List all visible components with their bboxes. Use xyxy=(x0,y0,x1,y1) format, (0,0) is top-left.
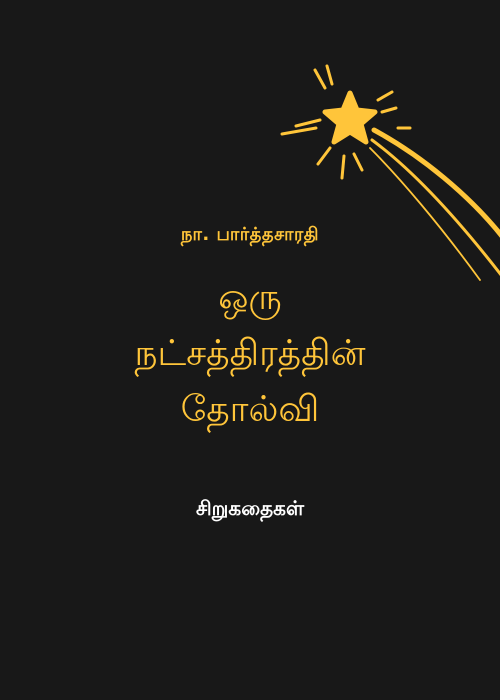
burst-ray xyxy=(318,148,330,164)
burst-ray xyxy=(382,108,396,112)
title-line: தோல்வி xyxy=(180,389,320,430)
burst-ray xyxy=(296,120,320,126)
burst-ray xyxy=(378,92,392,100)
burst-ray xyxy=(315,70,325,88)
title-line: ஒரு xyxy=(218,277,282,318)
star-trail xyxy=(370,130,500,280)
star-shape xyxy=(325,93,375,142)
burst-ray xyxy=(327,66,332,84)
star-trail-streak xyxy=(370,148,480,280)
burst-ray xyxy=(354,154,362,170)
title-line: நட்சத்திரத்தின் xyxy=(134,333,366,374)
book-title xyxy=(0,270,500,438)
author-name: நா. பார்த்தசாரதி xyxy=(180,224,320,245)
burst-ray xyxy=(282,128,316,134)
book-subtitle: சிறுகதைகள் xyxy=(196,496,304,520)
burst-ray xyxy=(342,156,344,178)
